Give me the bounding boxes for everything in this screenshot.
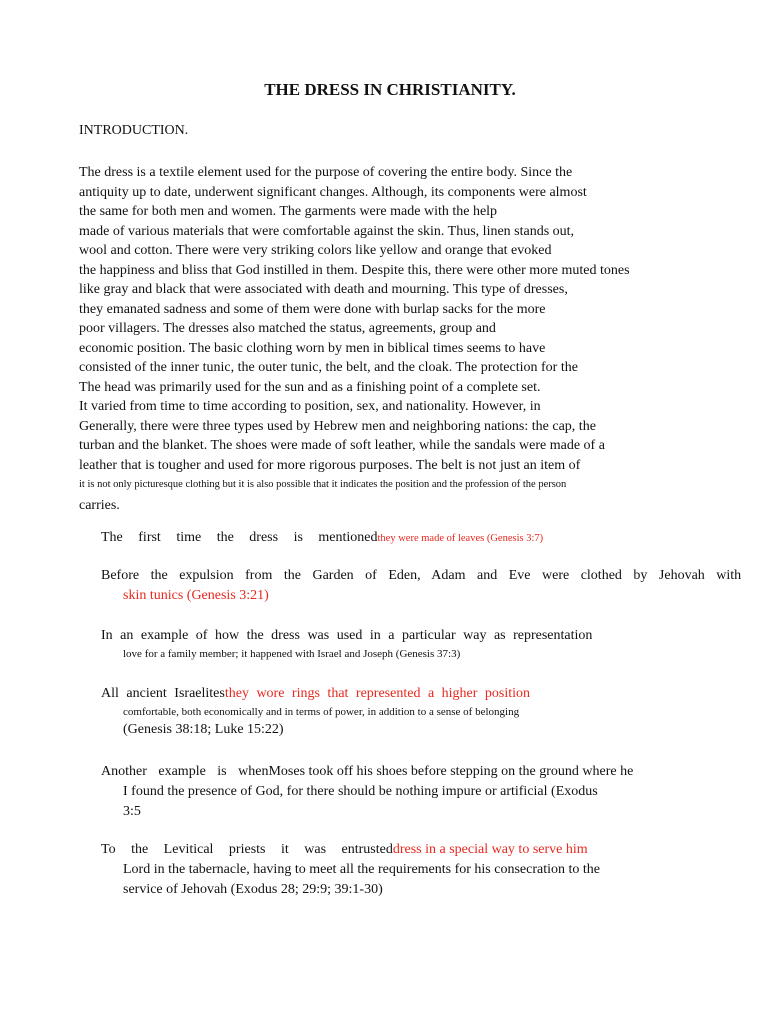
list-item bbox=[101, 840, 600, 900]
item-lead: In an example of how the dress was used in a particular way as representation bbox=[101, 628, 593, 643]
paragraph-last-line: carries. bbox=[79, 498, 120, 513]
paragraph-line: made of various materials that were comfortable against the skin. Thus, linen stands out, bbox=[79, 223, 575, 239]
item-lead: Another example is when bbox=[101, 764, 269, 779]
list-item bbox=[101, 528, 543, 549]
list-item bbox=[101, 762, 633, 822]
paragraph-line: consisted of the inner tunic, the outer tunic, the belt, and the cloak. The protection for the bbox=[79, 360, 578, 375]
paragraph-line: wool and cotton. There were very striking colors like yellow and orange that evoked bbox=[79, 243, 552, 258]
paragraph-line: The dress is a textile element used for the purpose of covering the entire body. Since the bbox=[79, 165, 573, 180]
intro-paragraph bbox=[79, 163, 630, 516]
paragraph-line: like gray and black that were associated with death and mourning. This type of dresses, bbox=[79, 282, 568, 297]
item-continuation: love for a family member; it happened with Israel and Joseph (Genesis 37:3) bbox=[123, 648, 461, 660]
intro-heading: INTRODUCTION. bbox=[79, 123, 189, 138]
item-red-text: dress in a special way to serve him bbox=[392, 842, 588, 857]
paragraph-line: the happiness and bliss that God instilled in them. Despite this, there were other more muted tones bbox=[79, 262, 630, 278]
list-item bbox=[101, 566, 741, 606]
item-lead: Before the expulsion from the Garden of Eden, Adam and Eve were clothed by Jehovah with bbox=[101, 568, 742, 583]
paragraph-line: turban and the blanket. The shoes were made of soft leather, while the sandals were made of a bbox=[79, 438, 605, 453]
paragraph-line: The head was primarily used for the sun and as a finishing point of a complete set. bbox=[79, 379, 541, 395]
paragraph-line: It varied from time to time according to position, sex, and nationality. However, in bbox=[79, 399, 541, 414]
item-red-text: skin tunics (Genesis 3:21) bbox=[123, 588, 269, 603]
list-item bbox=[101, 684, 530, 740]
paragraph-line: poor villagers. The dresses also matched the status, agreements, group and bbox=[79, 321, 496, 336]
paragraph-line: the same for both men and women. The garments were made with the help bbox=[79, 204, 498, 219]
item-red-text: they were made of leaves (Genesis 3:7) bbox=[377, 533, 544, 544]
item-continuation: (Genesis 38:18; Luke 15:22) bbox=[123, 722, 284, 737]
paragraph-small-line: it is not only picturesque clothing but it is also possible that it indicates the position and the profession of the person bbox=[79, 479, 567, 490]
item-lead: All ancient Israelites bbox=[101, 686, 225, 701]
item-lead-rest: Moses took off his shoes before stepping on the ground where he bbox=[268, 764, 634, 779]
paragraph-line: leather that is tougher and used for more rigorous purposes. The belt is not just an item of bbox=[79, 457, 581, 473]
document-title: THE DRESS IN CHRISTIANITY. bbox=[264, 80, 516, 99]
item-continuation: 3:5 bbox=[123, 804, 141, 819]
paragraph-line: economic position. The basic clothing worn by men in biblical times seems to have bbox=[79, 340, 546, 356]
item-continuation: service of Jehovah (Exodus 28; 29:9; 39:1-30) bbox=[123, 882, 383, 897]
paragraph-line: antiquity up to date, underwent significant changes. Although, its components were almost bbox=[79, 184, 587, 200]
item-lead: The first time the dress is mentioned bbox=[101, 530, 378, 545]
item-continuation: I found the presence of God, for there should be nothing impure or artificial (Exodus bbox=[123, 784, 598, 799]
paragraph-line: Generally, there were three types used by Hebrew men and neighboring nations: the cap, the bbox=[79, 418, 596, 434]
item-red-text: they wore rings that represented a higher position bbox=[224, 686, 531, 701]
item-continuation: comfortable, both economically and in terms of power, in addition to a sense of belonging bbox=[123, 706, 520, 718]
paragraph-line: they emanated sadness and some of them were done with burlap sacks for the more bbox=[79, 301, 546, 317]
item-lead: To the Levitical priests it was entrusted bbox=[101, 842, 393, 857]
list-item bbox=[101, 626, 592, 662]
item-continuation: Lord in the tabernacle, having to meet all the requirements for his consecration to the bbox=[123, 862, 600, 877]
